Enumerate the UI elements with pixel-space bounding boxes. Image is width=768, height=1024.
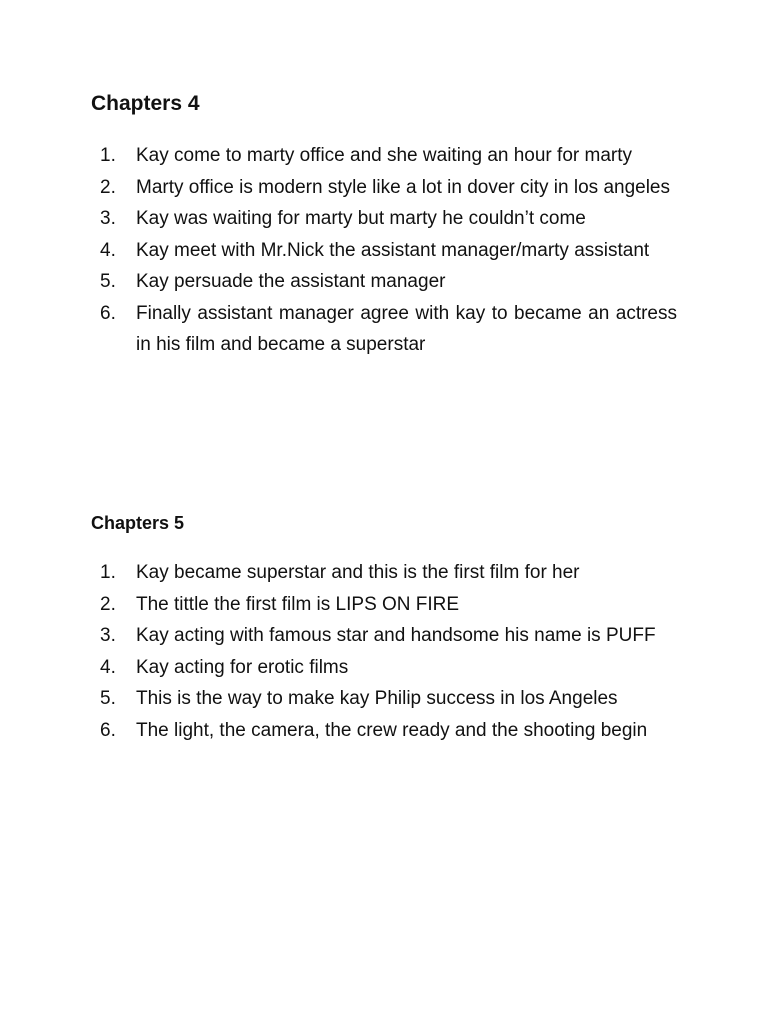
list-item: 5. Kay persuade the assistant manager — [100, 271, 446, 292]
list-item: 6. Finally assistant manager agree with kay to became an actress in his film and became a superstar — [100, 302, 677, 355]
list-item: 1. Kay come to marty office and she waiting an hour for marty — [100, 145, 632, 166]
list-item: 3. Kay was waiting for marty but marty he couldn’t come — [100, 208, 586, 229]
chapter-4-list — [100, 140, 677, 361]
list-item: 2. The tittle the first film is LIPS ON FIRE — [100, 593, 460, 615]
list-item: 5. This is the way to make kay Philip success in los Angeles — [100, 688, 618, 709]
list-item: 6. The light, the camera, the crew ready and the shooting begin — [100, 719, 648, 741]
list-item: 4. Kay meet with Mr.Nick the assistant manager/marty assistant — [100, 239, 650, 261]
list-item: 2. Marty office is modern style like a lot in dover city in los angeles — [100, 176, 670, 198]
chapter-5-list — [100, 557, 677, 746]
chapter-4-heading: Chapters 4 — [91, 92, 200, 115]
list-item: 4. Kay acting for erotic films — [100, 656, 349, 678]
list-item: 3. Kay acting with famous star and handsome his name is PUFF — [100, 625, 656, 646]
list-item: 1. Kay became superstar and this is the first film for her — [100, 562, 580, 583]
chapter-5-heading: Chapters 5 — [91, 513, 185, 533]
